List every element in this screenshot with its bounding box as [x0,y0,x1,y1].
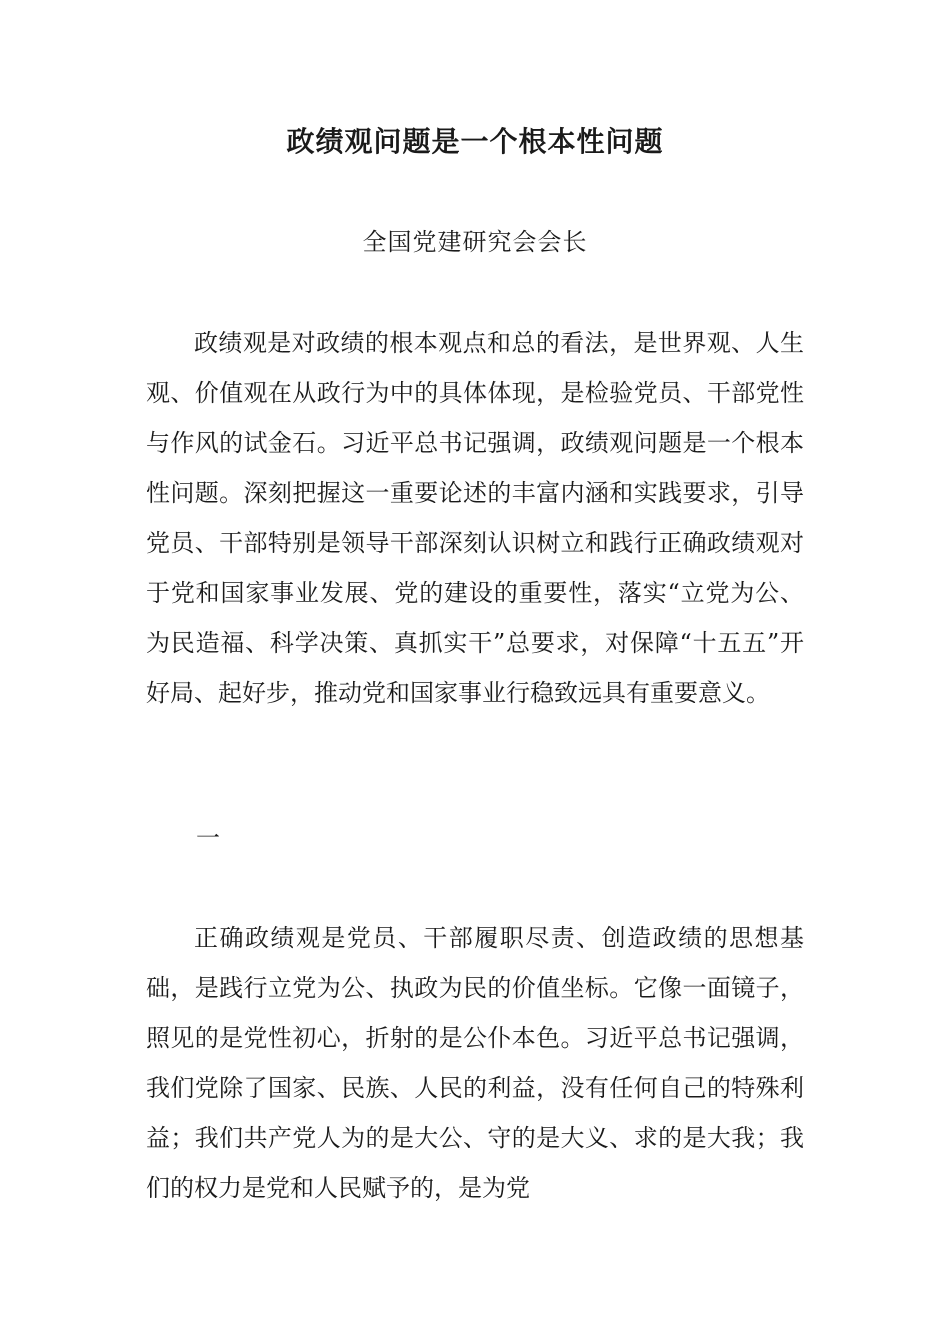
section-heading-one: 一 [196,824,220,852]
paragraph-intro: 政绩观是对政绩的根本观点和总的看法，是世界观、人生观、价值观在从政行为中的具体体现，是检验党员、干部党性与作风的试金石。习近平总书记强调，政绩观问题是一个根本性问题。深刻把握这一重要论述的丰富内涵和实践要求，引导党员、干部特别是领导干部深刻认识树立和践行正确政绩观对于党和国家事业发展、党的建设的重要性，落实“立党为公、为民造福、科学决策、真抓实干”总要求，对保障“十五五”开好局、起好步，推动党和国家事业行稳致远具有重要意义。 [146,329,804,707]
document-title: 政绩观问题是一个根本性问题 [286,125,664,158]
author-line: 全国党建研究会会长 [362,228,588,256]
paragraph-section-one: 正确政绩观是党员、干部履职尽责、创造政绩的思想基础，是践行立党为公、执政为民的价值坐标。它像一面镜子，照见的是党性初心，折射的是公仆本色。习近平总书记强调，我们党除了国家、民族、人民的利益，没有任何自己的特殊利益；我们共产党人为的是大公、守的是大义、求的是大我；我们的权力是党和人民赋予的，是为党 [146,924,804,1202]
